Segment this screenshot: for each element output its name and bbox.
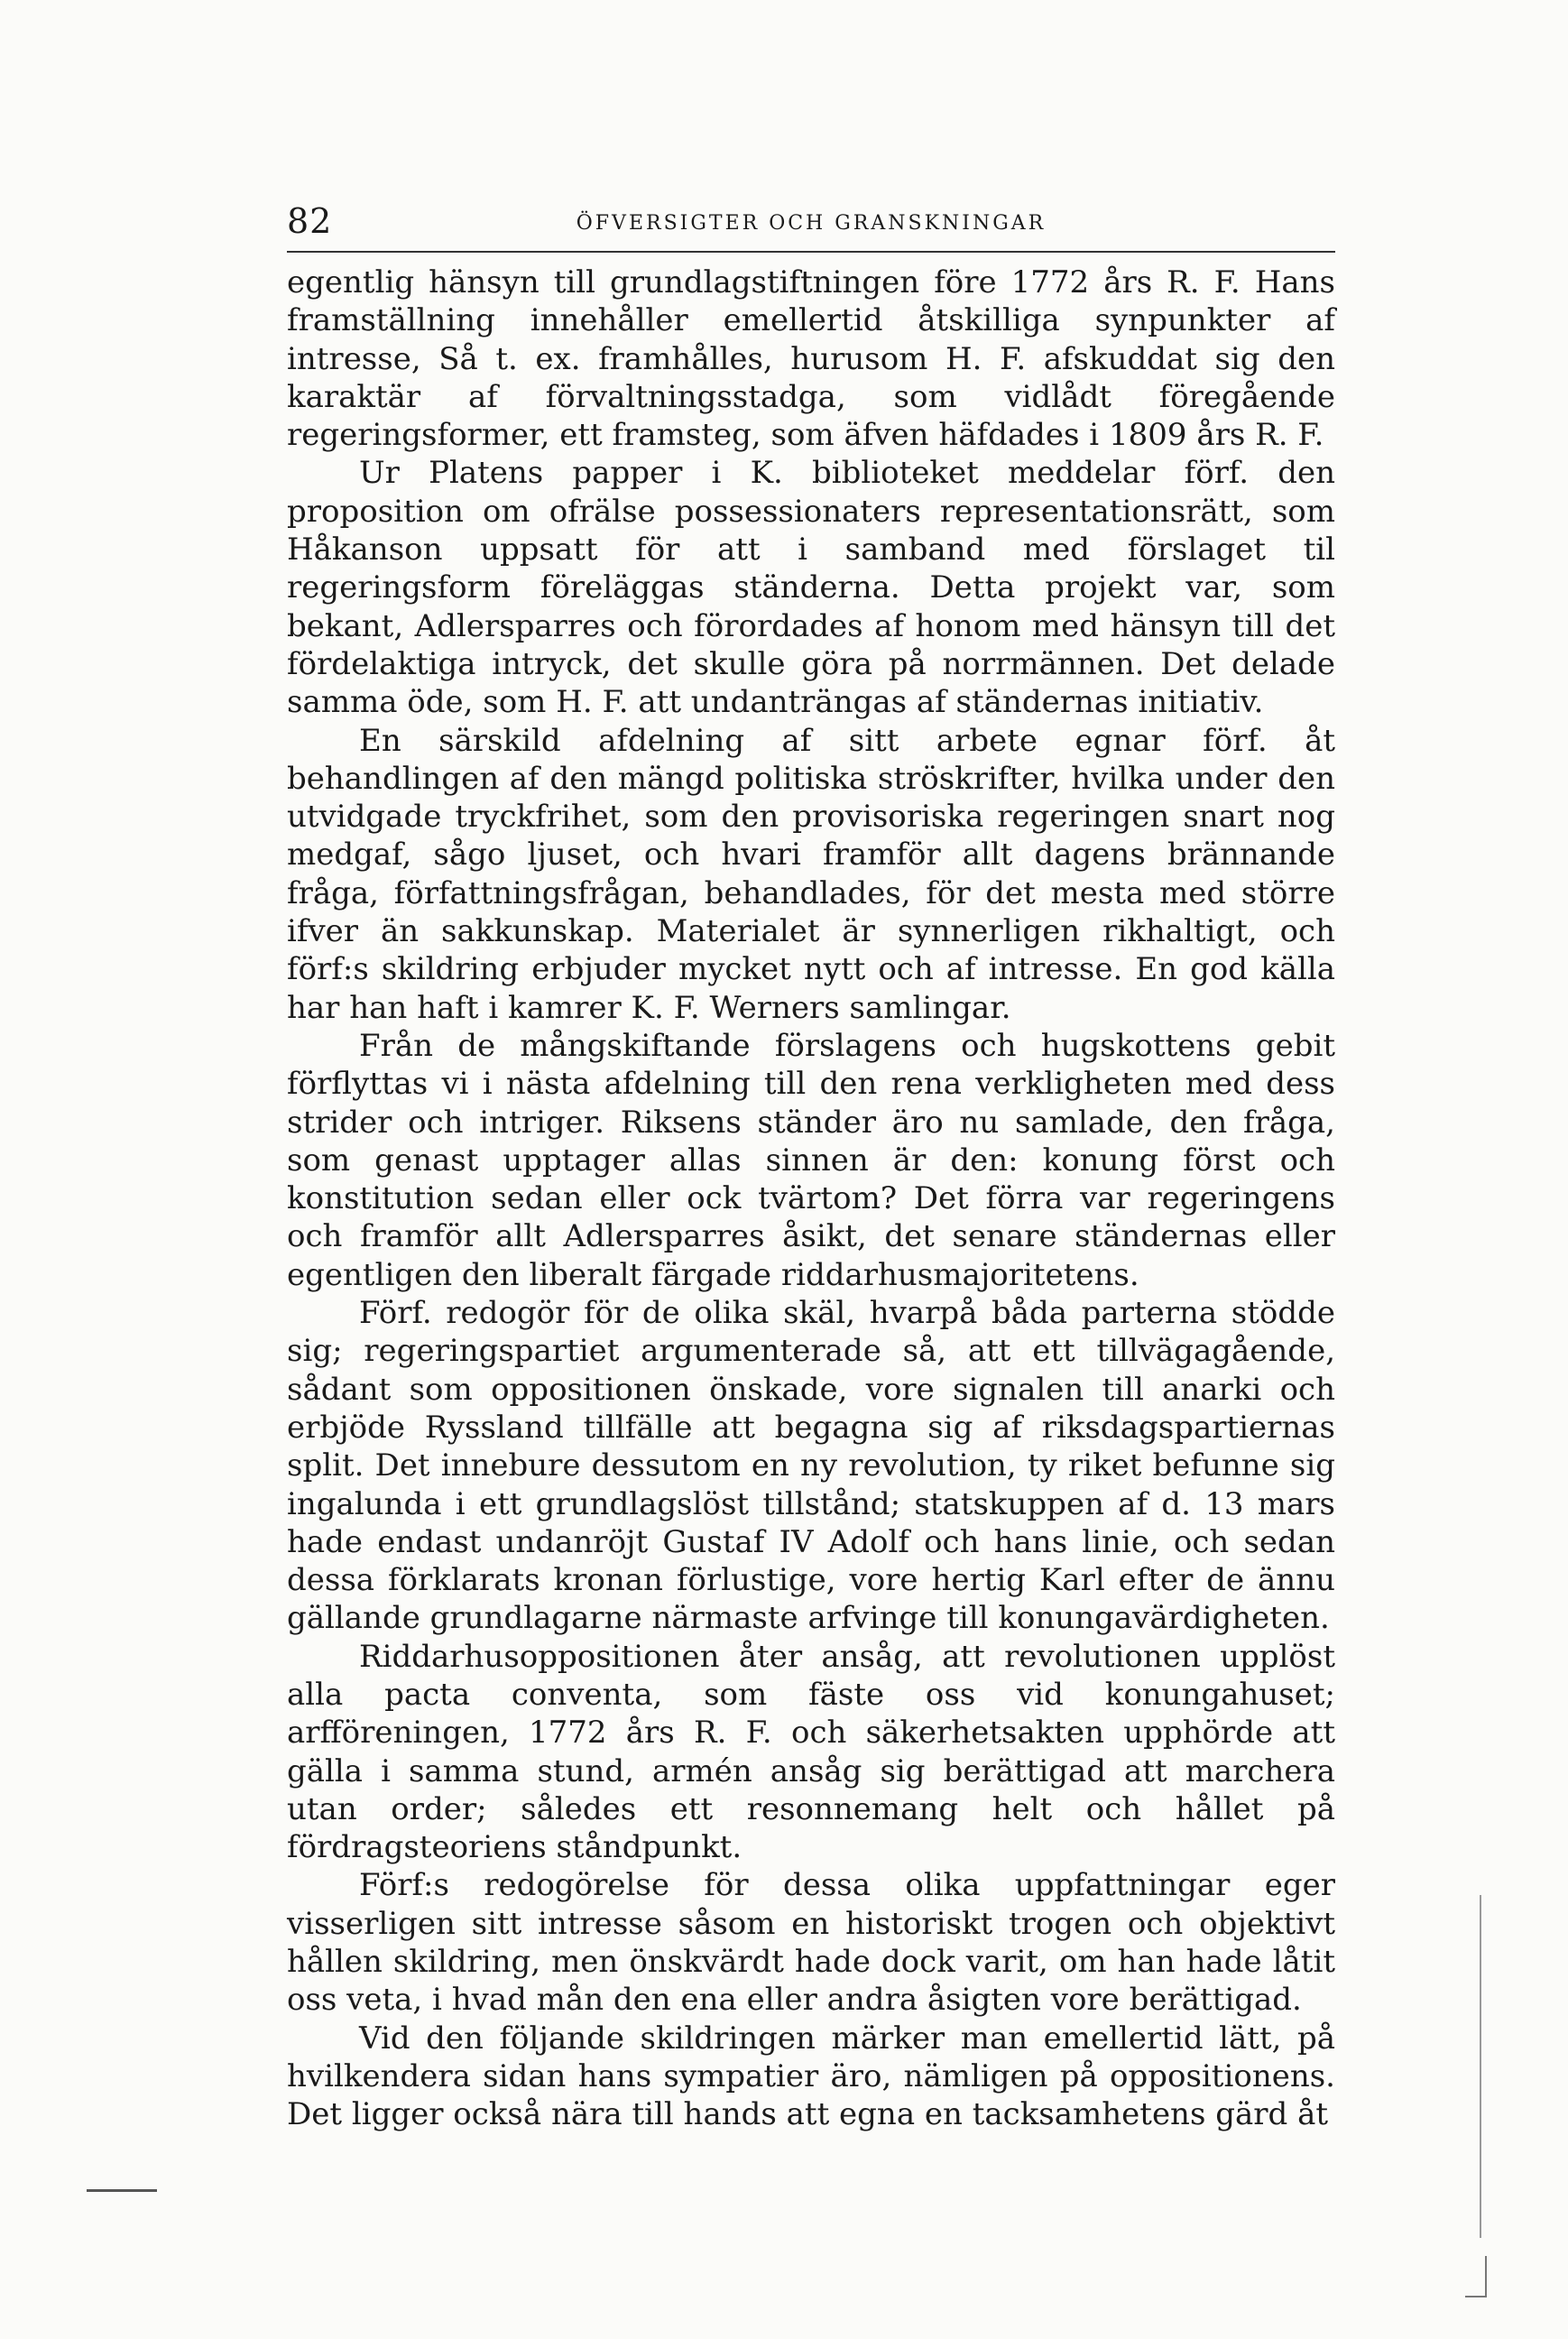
- paragraph: En särskild afdelning af sitt arbete egnar förf. åt behandlingen af den mängd politiska ströskrifter, hvilka under den utvidgade tryckfrihet, som den provisoriska regeringen snart nog medgaf, sågo ljuset, och hvari framför allt dagens brännande fråga, författningsfrågan, behandlades, för det mesta med större ifver än sakkunskap. Materialet är synnerligen rikhaltigt, och förf:s skildring erbjuder mycket nytt och af intresse. En god källa har han haft i kamrer K. F. Werners samlingar.: [287, 722, 1335, 1026]
- page-number: 82: [287, 201, 333, 241]
- paragraph: Förf:s redogörelse för dessa olika uppfattningar eger visserligen sitt intresse såsom en historiskt trogen och objektivt hållen skildring, men önskvärdt hade dock varit, om han hade låtit oss veta, i hvad mån den ena eller andra åsigten vore berättigad.: [287, 1867, 1335, 2019]
- page-header: [287, 200, 1335, 242]
- header-rule: [287, 251, 1335, 253]
- running-head: ÖFVERSIGTER OCH GRANSKNINGAR: [576, 212, 1047, 235]
- paragraph: Förf. redogör för de olika skäl, hvarpå båda parterna stödde sig; regeringspartiet argumenterade så, att ett tillvägagående, sådant som oppositionen önskade, vore signalen till anarki och erbjöde Ryssland tillfälle att begagna sig af riksdagspartiernas split. Det innebure dessutom en ny revolution, ty riket befunne sig ingalunda i ett grundlagslöst tillstånd; statskuppen af d. 13 mars hade endast undanröjt Gustaf IV Adolf och hans linie, och sedan dessa förklarats kronan förlustige, vore hertig Karl efter de ännu gällande grundlagarne närmaste arfvinge till konungavärdigheten.: [287, 1295, 1335, 1637]
- body-text: [287, 263, 1335, 2134]
- paragraph: Riddarhusoppositionen åter ansåg, att revolutionen upplöst alla pacta conventa, som fäste oss vid konungahuset; arfföreningen, 1772 års R. F. och säkerhetsakten upphörde att gälla i samma stund, armén ansåg sig berättigad att marchera utan order; således ett resonnemang helt och hållet på fördragsteoriens ståndpunkt.: [287, 1638, 1335, 1866]
- paragraph: egentlig hänsyn till grundlagstiftningen före 1772 års R. F. Hans framställning innehåller emellertid åtskilliga synpunkter af intresse, Så t. ex. framhålles, hurusom H. F. afskuddat sig den karaktär af förvaltningsstadga, som vidlådt föregående regeringsformer, ett framsteg, som äfven häfdades i 1809 års R. F.: [287, 264, 1335, 454]
- paragraph: Vid den följande skildringen märker man emellertid lätt, på hvilkendera sidan hans sympatier äro, nämligen på oppositionens. Det ligger också nära till hands att egna en tacksamhetens gärd åt: [287, 2020, 1335, 2133]
- paragraph: Från de mångskiftande förslagens och hugskottens gebit förflyttas vi i nästa afdelning till den rena verkligheten med dess strider och intriger. Riksens ständer äro nu samlade, den fråga, som genast upptager allas sinnen är den: konung först och konstitution sedan eller ock tvärtom? Det förra var regeringens och framför allt Adlersparres åsikt, det senare ständernas eller egentligen den liberalt färgade riddarhusmajoritetens.: [287, 1027, 1335, 1293]
- corner-mark: [1465, 2256, 1487, 2297]
- paragraph: Ur Platens papper i K. biblioteket meddelar förf. den proposition om ofrälse possessionaters representationsrätt, som Håkanson uppsatt för att i samband med förslaget til regeringsform föreläggas ständerna. Detta projekt var, som bekant, Adlersparres och förordades af honom med hänsyn till det fördelaktiga intryck, det skulle göra på norrmännen. Det delade samma öde, som H. F. att undanträngas af ständernas initiativ.: [287, 455, 1335, 721]
- scan-edge-line: [1480, 1895, 1481, 2238]
- margin-mark: [87, 2189, 157, 2192]
